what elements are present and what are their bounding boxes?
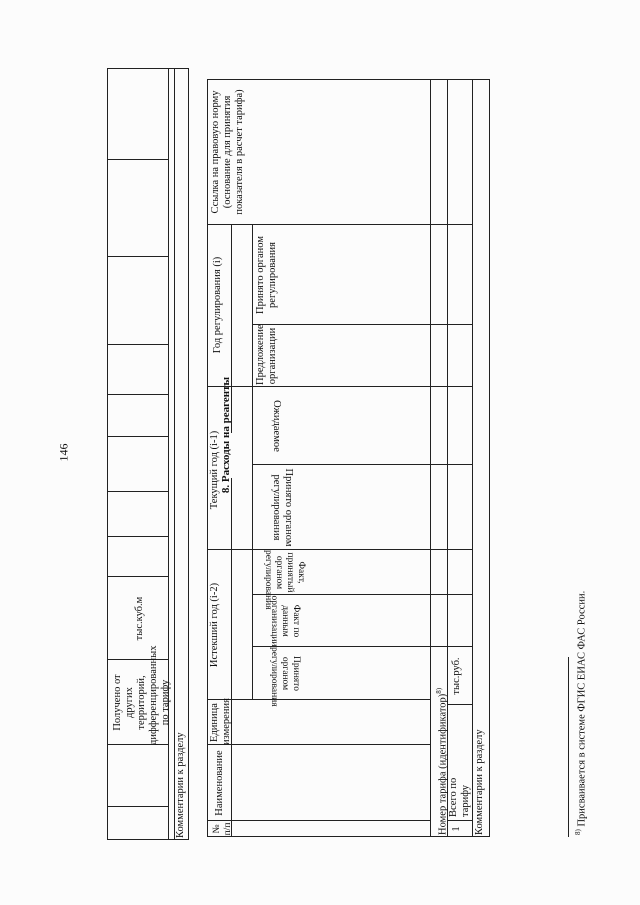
s8-row-line	[231, 225, 232, 433]
table7-divider	[107, 256, 168, 257]
s8-sub-cur-expected: Ожидаемое	[271, 400, 282, 452]
s8-col-line	[207, 386, 472, 387]
footnote-separator	[568, 657, 569, 837]
s8-tariff-number-text: Номер тарифа (идентификатор)	[437, 693, 449, 835]
s8-header-name: Наименование	[214, 750, 225, 816]
table7-received-label: Получено от других территорий, дифференцированных по тарифу	[112, 645, 171, 745]
s8-row1-num: 1	[451, 826, 462, 832]
footnote-text: Присваивается в системе ФГИС ЕИАС ФАС России.	[576, 590, 588, 827]
s8-header-current-year: Текущий год (i-1)	[209, 430, 220, 510]
s8-header-num: № п/п	[212, 822, 233, 836]
page-number: 146	[56, 443, 71, 462]
s8-sub-cur-accepted: Принято органом регулирования	[271, 468, 294, 547]
s8-row1-name: Всего по тарифу	[448, 777, 471, 817]
s8-col-line	[207, 744, 430, 745]
s8-tariff-footnote-mark: 8)	[435, 687, 443, 694]
s8-col-line	[207, 699, 430, 700]
table7-divider	[107, 159, 168, 160]
s8-col-line	[207, 820, 430, 821]
table7-divider	[107, 394, 168, 395]
s8-header-past-year: Истекший год (i-2)	[209, 582, 220, 668]
s8-sub-past-accepted: Принято органом регулирования	[269, 647, 301, 707]
s8-row-line	[231, 478, 232, 837]
footnote	[574, 335, 588, 835]
s8-header-unit: Единица измерения	[209, 698, 232, 745]
s8-col-line	[207, 224, 472, 225]
s8-sub-past-fact-org: Факт по данным организации	[269, 595, 301, 647]
s8-row1-unit: тыс.руб.	[451, 657, 462, 695]
table7-divider	[107, 806, 168, 807]
section8-title: 8. Расходы на реагенты	[220, 376, 232, 494]
s8-row-line	[252, 225, 253, 700]
s8-sub-reg-proposal: Предложение организации	[255, 324, 278, 385]
table7-divider	[107, 344, 168, 345]
s8-header-reference: Ссылка на правовую норму (основание для принятия показателя в расчет тарифа)	[210, 89, 245, 215]
s8-col-line	[252, 324, 472, 325]
footnote-mark: 8)	[574, 829, 582, 835]
s8-sub-past-fact-accepted: Факт, принятый органом регулирования	[263, 550, 306, 610]
table7-comment-label: Комментарии к разделу	[175, 732, 186, 838]
s8-comment-label: Комментарии к разделу	[474, 729, 485, 835]
table7-divider	[107, 436, 168, 437]
s8-row-line	[472, 79, 473, 837]
table7-unit-cell: тыс.куб.м	[134, 596, 145, 641]
table7-divider	[107, 536, 168, 537]
s8-row-line	[430, 79, 431, 837]
s8-header-reg-year: Год регулирования (i)	[212, 256, 223, 354]
table7-divider	[107, 491, 168, 492]
s8-sub-reg-accepted: Принято органом регулирования	[255, 236, 278, 315]
